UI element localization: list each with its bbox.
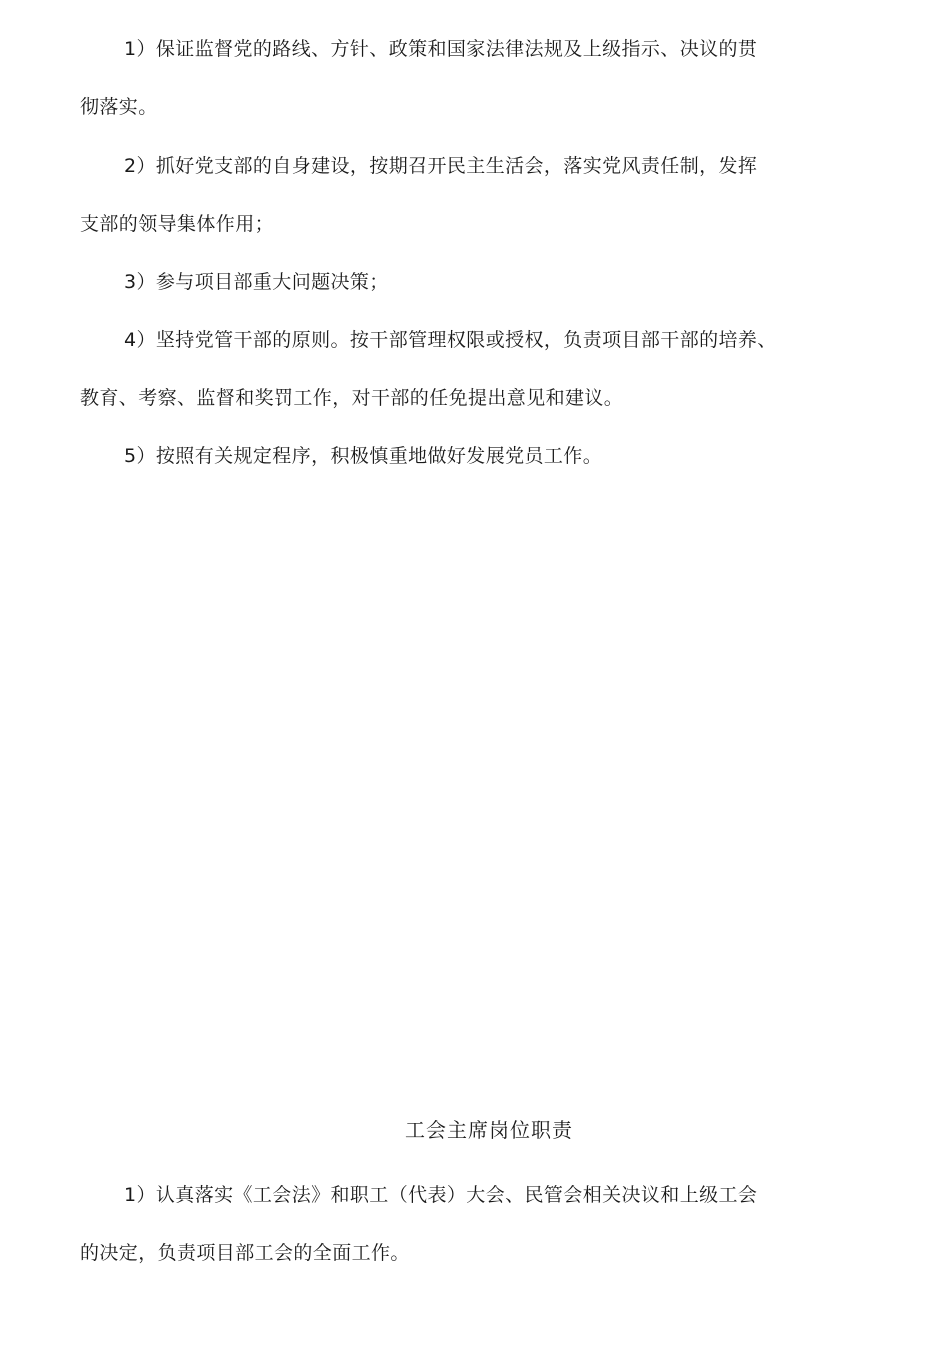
party-duty-5-line-1: 5）按照有关规定程序，积极慎重地做好发展党员工作。 (124, 445, 603, 467)
party-duty-4-line-1: 4）坚持党管干部的原则。按干部管理权限或授权，负责项目部干部的培养、 (124, 329, 777, 351)
party-duty-2-line-1: 2）抓好党支部的自身建设，按期召开民主生活会，落实党风责任制，发挥 (124, 155, 758, 177)
union-section-title: 工会主席岗位职责 (405, 1118, 573, 1142)
union-duty-1-line-2: 的决定，负责项目部工会的全面工作。 (80, 1242, 410, 1264)
party-duty-1-line-2: 彻落实。 (80, 96, 158, 118)
party-duty-4-line-2: 教育、考察、监督和奖罚工作，对干部的任免提出意见和建议。 (80, 387, 624, 409)
party-duty-1-line-1: 1）保证监督党的路线、方针、政策和国家法律法规及上级指示、决议的贯 (124, 38, 758, 60)
party-duty-2-line-2: 支部的领导集体作用； (80, 213, 275, 235)
union-duty-1-line-1: 1）认真落实《工会法》和职工（代表）大会、民管会相关决议和上级工会 (124, 1184, 758, 1206)
party-duty-3-line-1: 3）参与项目部重大问题决策； (124, 271, 389, 293)
